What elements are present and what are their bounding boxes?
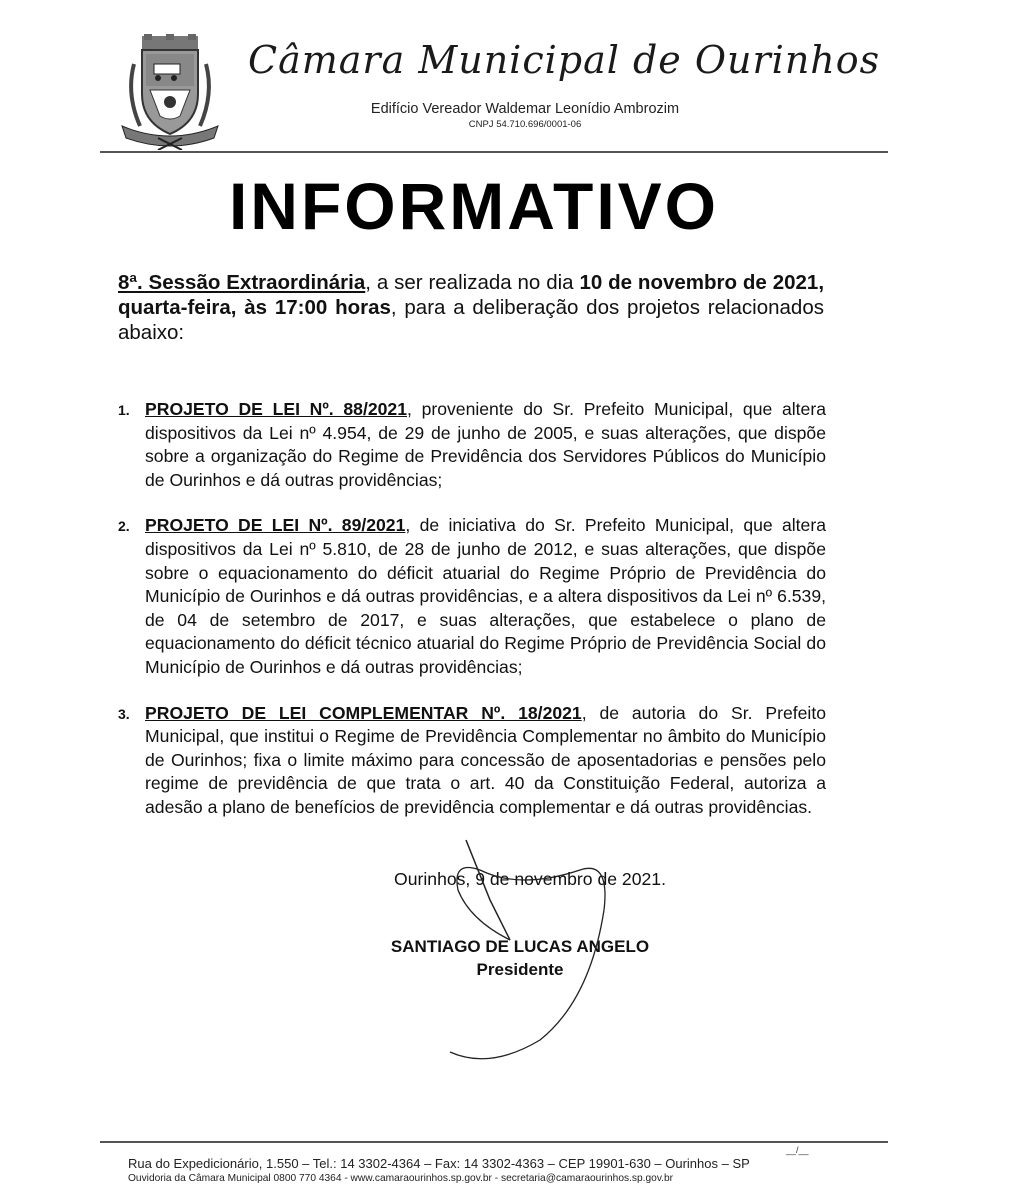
list-item [118,398,826,492]
list-item [118,514,826,679]
signer-name: SANTIAGO DE LUCAS ANGELO [390,937,650,956]
list-item [118,702,826,820]
cnpj: CNPJ 54.710.696/0001-06 [468,119,582,130]
project-description: , proveniente do Sr. Prefeito Municipal, que altera dispositivos da Lei nº 4.954, de 29 de junho de 2005, e suas alterações, que dispõe sobre a organização do Regime de Previdência dos Servidores Públicos do Município de Ourinhos e dá outras providências; [145,399,826,490]
item-number: 2. [118,518,130,535]
item-number: 3. [118,705,130,722]
project-title: PROJETO DE LEI Nº. 89/2021 [145,515,406,536]
coat-of-arms-logo [120,34,220,150]
footer-address: Rua do Expedicionário, 1.550 – Tel.: 14 3302-4364 – Fax: 14 3302-4363 – CEP 19901-630 – Ourinhos – SP [128,1156,750,1171]
footer-divider [100,1141,888,1143]
footer-contact: Ouvidoria da Câmara Municipal 0800 770 4364 - www.camaraourinhos.sp.gov.br - secretaria@camaraourinhos.sp.gov.br [128,1173,674,1184]
intro-text-1: , a ser realizada no dia [365,271,580,294]
project-list [118,398,826,842]
org-name: Câmara Municipal de Ourinhos [248,38,881,82]
project-title: PROJETO DE LEI COMPLEMENTAR Nº. 18/2021 [145,702,582,723]
header-divider [100,151,888,153]
document-title: INFORMATIVO [228,169,720,243]
project-description: , de autoria do Sr. Prefeito Municipal, que institui o Regime de Previdência Complementar no âmbito do Município de Ourinhos; fixa o limite máximo para concessão de aposentadorias e pensões pelo regime de previdência de que trata o art. 40 da Constituição Federal, autoriza a adesão a plano de benefícios de previdência complementar e dá outras providências. [145,702,826,817]
item-number: 1. [118,402,130,418]
signer-role: Presidente [476,960,564,979]
project-title: PROJETO DE LEI Nº. 88/2021 [145,399,407,419]
place-date: Ourinhos, 9 de novembro de 2021. [394,869,666,889]
project-description: , de iniciativa do Sr. Prefeito Municipal, que altera dispositivos da Lei nº 5.810, de 28 de junho de 2012, e suas alterações, que dispõe sobre o equacionamento do déficit atuarial do Regime Próprio de Previdência do Município de Ourinhos e dá outras providências, e a altera dispositivos da Lei nº 6.539, de 04 de setembro de 2017, e suas alterações, que estabelece o plano de equacionamento do déficit técnico atuarial do Regime Próprio de Previdência Social do Município de Ourinhos e dá outras providências; [145,515,826,677]
intro-text-2: , para a deliberação dos projetos relacionados abaixo: [118,296,824,344]
page-mark: __/__ [786,1145,809,1155]
intro-paragraph [118,270,824,345]
building-name: Edifício Vereador Waldemar Leonídio Ambrozim [370,101,680,117]
session-name: 8ª. Sessão Extraordinária [118,271,366,294]
session-date: 10 de novembro de 2021, quarta-feira, às 17:00 horas [118,271,825,319]
